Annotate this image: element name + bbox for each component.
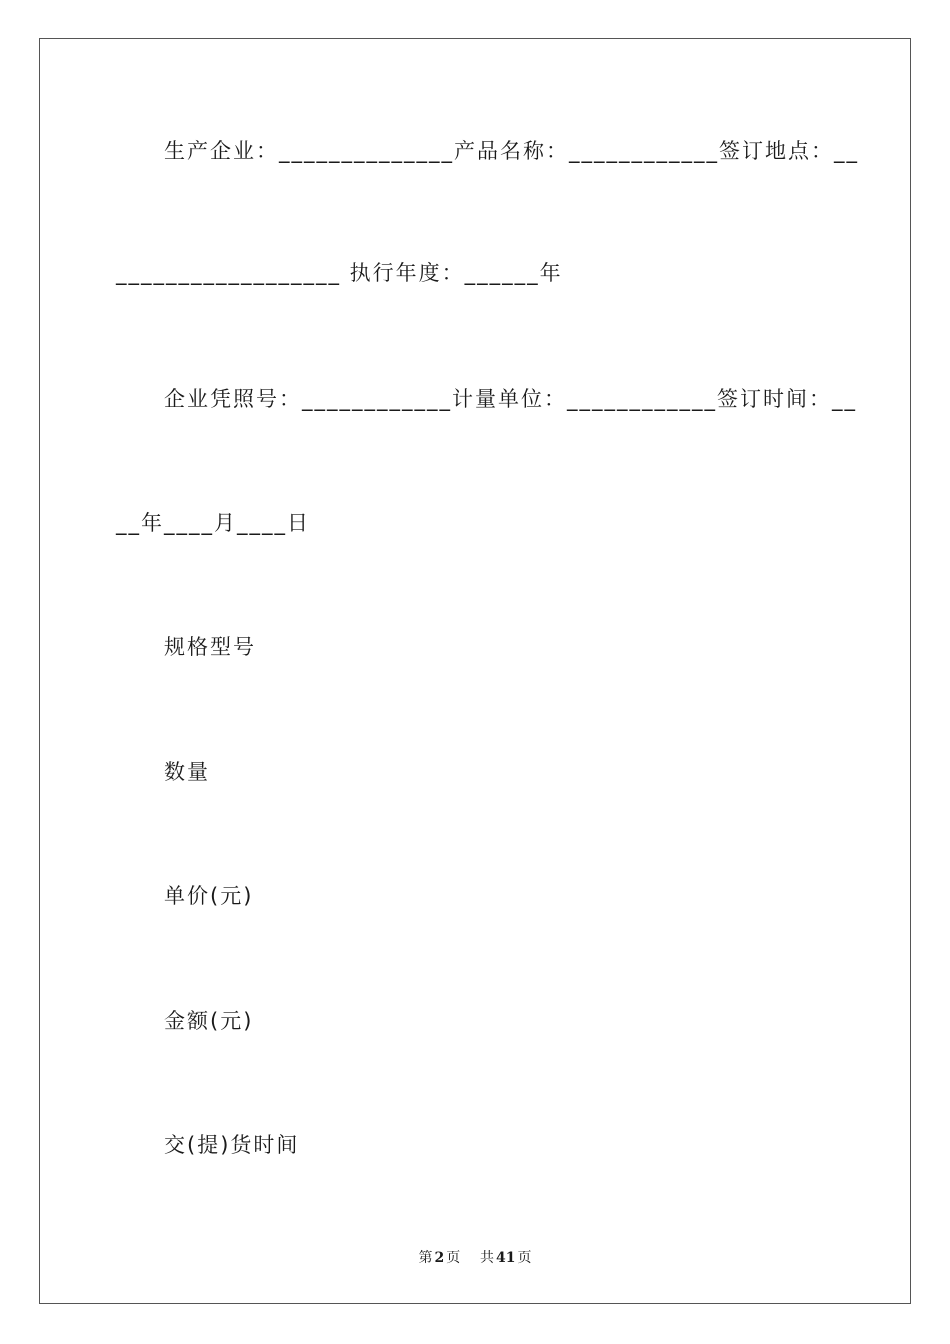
field-unit-price: 单价(元)	[164, 884, 254, 908]
footer-page-prefix: 第	[418, 1250, 433, 1266]
page-footer	[0, 1247, 950, 1267]
field-quantity: 数量	[164, 760, 210, 784]
footer-page-number: 2	[434, 1250, 445, 1266]
footer-total-pages: 41	[496, 1250, 516, 1266]
field-amount: 金额(元)	[164, 1009, 254, 1033]
field-delivery-time: 交(提)货时间	[164, 1133, 300, 1157]
footer-page-suffix: 页	[446, 1250, 461, 1266]
footer-total-suffix: 页	[517, 1250, 532, 1266]
page-border	[39, 38, 911, 1304]
form-line-enterprise-product-place: 生产企业：______________产品名称：____________签订地点：__	[164, 139, 859, 163]
form-line-license-unit-time: 企业凭照号：____________计量单位：____________签订时间：__	[164, 387, 857, 411]
field-spec-model: 规格型号	[164, 635, 256, 659]
footer-total-prefix: 共	[480, 1250, 495, 1266]
form-line-execution-year: __________________ 执行年度：______年	[116, 261, 563, 285]
form-line-date: __年____月____日	[116, 511, 310, 535]
